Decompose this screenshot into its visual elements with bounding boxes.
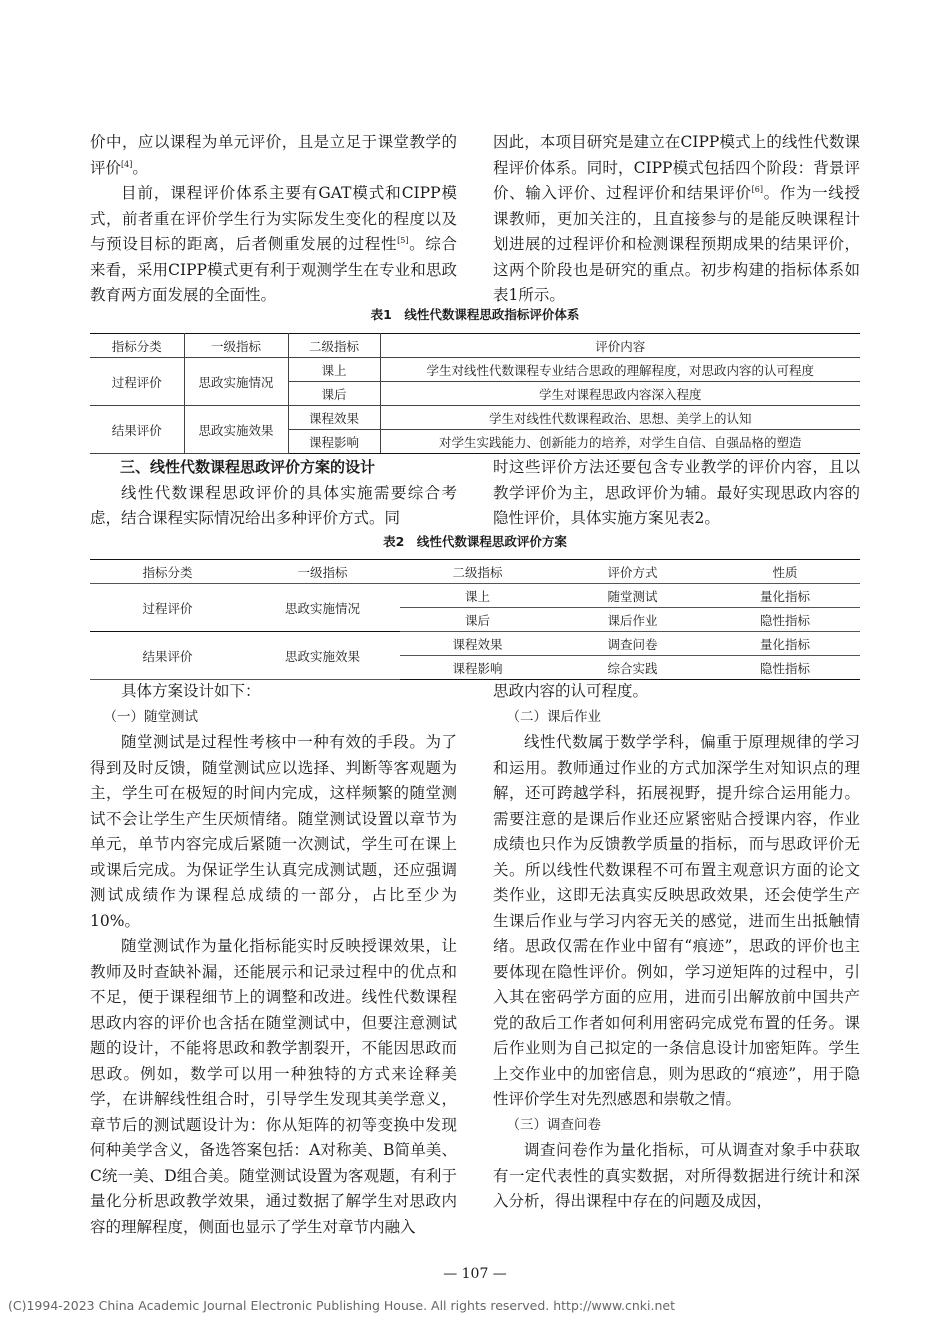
category-cell: 结果评价 (90, 406, 184, 454)
mid-left-column (90, 455, 457, 532)
copyright-footer: (C)1994-2023 China Academic Journal Electronic Publishing House. All rights reserved. http://www.cnki.net (8, 1298, 675, 1313)
header-cell: 指标分类 (90, 334, 184, 358)
method-cell: 调查问卷 (555, 632, 710, 656)
header-cell: 指标分类 (90, 560, 245, 584)
level2-cell: 课后 (400, 608, 555, 632)
lower-left-column (90, 679, 457, 1240)
nature-cell: 隐性指标 (710, 608, 860, 632)
citation-ref[interactable]: [5] (397, 235, 409, 245)
paragraph: 价中，应以课程为单元评价，且是立足于课堂教学的评价[4]。 (90, 133, 457, 177)
page-number: — 107 — (443, 1266, 507, 1282)
method-cell: 综合实践 (555, 656, 710, 680)
paragraph: 具体方案设计如下： (121, 682, 261, 700)
table1 (90, 333, 860, 454)
method-cell: 随堂测试 (555, 584, 710, 608)
paragraph: 线性代数课程思政评价的具体实施需要综合考虑，结合课程实际情况给出多种评价方式。同 (90, 483, 457, 527)
upper-left-column (90, 130, 457, 309)
category-cell: 过程评价 (90, 584, 245, 632)
table-row (90, 632, 860, 656)
header-cell: 一级指标 (184, 334, 288, 358)
level2-cell: 课程效果 (400, 632, 555, 656)
paragraph: 思政内容的认可程度。 (493, 682, 649, 700)
citation-ref[interactable]: [6] (751, 184, 763, 194)
method-cell: 课后作业 (555, 608, 710, 632)
paragraph: 目前，课程评价体系主要有GAT模式和CIPP模式，前者重在评价学生行为实际发生变化的程度以及与预设目标的距离，后者侧重发展的过程性[5]。综合来看，采用CIPP模式更有利于观测学生在专业和思政教育两方面发展的全面性。 (90, 184, 457, 304)
table1-caption: 表1 线性代数课程思政指标评价体系 (370, 307, 580, 322)
subsection-heading: （二）课后作业 (506, 708, 601, 725)
table2-caption: 表2 线性代数课程思政评价方案 (383, 534, 567, 549)
paragraph: 调查问卷作为量化指标，可从调查对象手中获取有一定代表性的真实数据，对所得数据进行统计和深入分析，得出课程中存在的问题及成因， (493, 1141, 860, 1210)
table-row (90, 358, 860, 382)
paragraph: 线性代数属于数学学科，偏重于原理规律的学习和运用。教师通过作业的方式加深学生对知识点的理解，还可跨越学科，拓展视野，提升综合运用能力。需要注意的是课后作业还应紧密贴合授课内容，作业成绩也只作为反馈教学质量的指标，而与思政评价无关。所以线性代数课程不可布置主观意识方面的论文类作业，这即无法真实反映思政效果，还会使学生产生课后作业与学习内容无关的感觉，进而生出抵触情绪。思政仅需在作业中留有“痕迹”，思政的评价也主要体现在隐性评价。例如，学习逆矩阵的过程中，引入其在密码学方面的应用，进而引出解放前中国共产党的敌后工作者如何利用密码完成党布置的任务。课后作业则为自己拟定的一条信息设计加密矩阵。学生上交作业中的加密信息，则为思政的“痕迹”，用于隐性评价学生对先烈感恩和崇敬之情。 (493, 733, 860, 1108)
nature-cell: 隐性指标 (710, 656, 860, 680)
level2-cell: 课程效果 (288, 406, 380, 430)
content-cell: 对学生实践能力、创新能力的培养，对学生自信、自强品格的塑造 (380, 430, 860, 454)
table-row (90, 406, 860, 430)
level2-cell: 课程影响 (288, 430, 380, 454)
level1-cell: 思政实施效果 (184, 406, 288, 454)
content-cell: 学生对线性代数课程政治、思想、美学上的认知 (380, 406, 860, 430)
level2-cell: 课上 (288, 358, 380, 382)
paragraph: 随堂测试是过程性考核中一种有效的手段。为了得到及时反馈，随堂测试应以选择、判断等客观题为主，学生可在极短的时间内完成，这样频繁的随堂测试不会让学生产生厌烦情绪。随堂测试设置以章节为单元，单节内容完成后紧随一次测试，学生可在课上或课后完成。为保证学生认真完成测试题，还应强调测试成绩作为课程总成绩的一部分，占比至少为10%。 (90, 733, 457, 930)
level1-cell: 思政实施效果 (245, 632, 400, 680)
header-cell: 二级指标 (288, 334, 380, 358)
section-heading: 三、线性代数课程思政评价方案的设计 (120, 458, 376, 476)
citation-ref[interactable]: [4] (121, 159, 133, 169)
level1-cell: 思政实施情况 (184, 358, 288, 406)
table-header-row (90, 560, 860, 584)
header-cell: 评价内容 (380, 334, 860, 358)
paragraph: 时这些评价方法还要包含专业教学的评价内容，且以教学评价为主，思政评价为辅。最好实现思政内容的隐性评价，具体实施方案见表2。 (493, 458, 860, 527)
category-cell: 过程评价 (90, 358, 184, 406)
level1-cell: 思政实施情况 (245, 584, 400, 632)
paragraph: 随堂测试作为量化指标能实时反映授课效果，让教师及时查缺补漏，还能展示和记录过程中的优点和不足，便于课程细节上的调整和改进。线性代数课程思政内容的评价也含括在随堂测试中，但要注意测试题的设计，不能将思政和教学割裂开，不能因思政而思政。例如，数学可以用一种独特的方式来诠释美学，在讲解线性组合时，引导学生发现其美学意义，章节后的测试题设计为：你从矩阵的初等变换中发现何种美学含义，备选答案包括：A对称美、B简单美、C统一美、D组合美。随堂测试设置为客观题，有利于量化分析思政教学效果，通过数据了解学生对思政内容的理解程度，侧面也显示了学生对章节内融入 (90, 937, 457, 1236)
level2-cell: 课程影响 (400, 656, 555, 680)
upper-right-column (493, 130, 860, 309)
nature-cell: 量化指标 (710, 584, 860, 608)
paragraph: 因此，本项目研究是建立在CIPP模式上的线性代数课程评价体系。同时，CIPP模式包括四个阶段：背景评价、输入评价、过程评价和结果评价[6]。作为一线授课教师，更加关注的，且直接参与的是能反映课程计划进展的过程评价和检测课程预期成果的结果评价，这两个阶段也是研究的重点。初步构建的指标体系如表1所示。 (493, 133, 860, 304)
header-cell: 一级指标 (245, 560, 400, 584)
category-cell: 结果评价 (90, 632, 245, 680)
level2-cell: 课后 (288, 382, 380, 406)
content-cell: 学生对课程思政内容深入程度 (380, 382, 860, 406)
table2 (90, 559, 860, 680)
lower-right-column (493, 679, 860, 1215)
header-cell: 评价方式 (555, 560, 710, 584)
subsection-heading: （三）调查问卷 (506, 1116, 601, 1133)
header-cell: 性质 (710, 560, 860, 584)
table-row (90, 584, 860, 608)
nature-cell: 量化指标 (710, 632, 860, 656)
table-header-row (90, 334, 860, 358)
header-cell: 二级指标 (400, 560, 555, 584)
subsection-heading: （一）随堂测试 (103, 708, 198, 725)
mid-right-column (493, 455, 860, 532)
content-cell: 学生对线性代数课程专业结合思政的理解程度，对思政内容的认可程度 (380, 358, 860, 382)
level2-cell: 课上 (400, 584, 555, 608)
